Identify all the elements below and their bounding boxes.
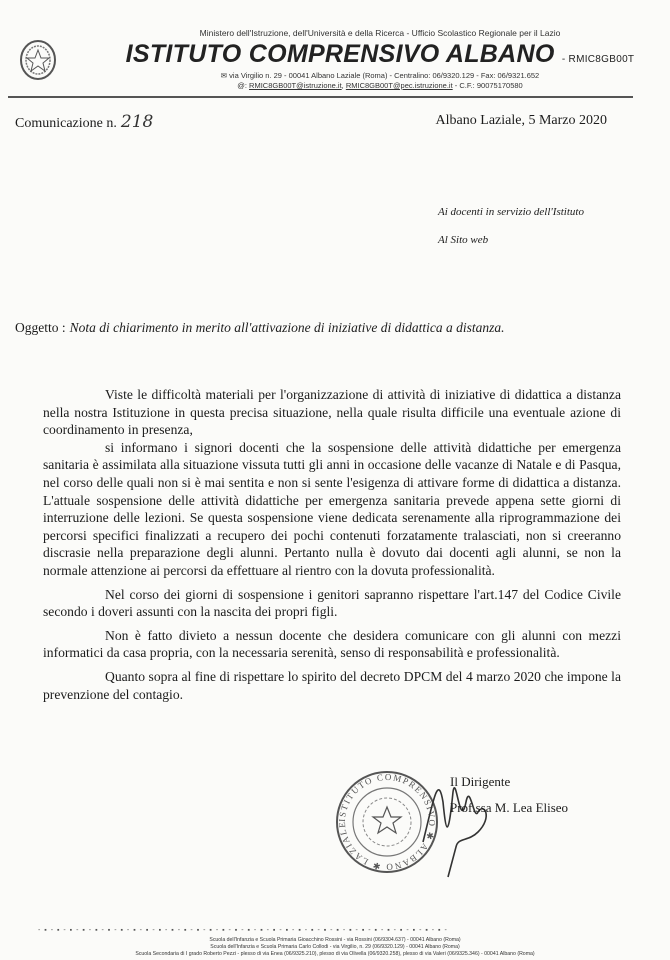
- footer-line: Scuola dell'Infanzia e Scuola Primaria Gioacchino Rossini - via Rossini (06/9304.637) - 00041 Albano (Roma): [209, 937, 461, 943]
- letter-body: [43, 386, 621, 709]
- address: via Virgilio n. 29 - 00041 Albano Laziale (Roma) - Centralino: 06/9320.129 - Fax: 06/9321.652: [229, 71, 540, 80]
- communication-label: Comunicazione n.: [15, 116, 117, 131]
- institute-title: [100, 41, 660, 68]
- contact-line: @: RMIC8GB00T@istruzione.it, RMIC8GB00T@pec.istruzione.it - C.F.: 90075170580: [237, 81, 523, 90]
- footer-line: Scuola dell'Infanzia e Scuola Primaria Carlo Collodi - via Virgilio, n. 29 (06/9320.129) - 00041 Albano (Roma): [210, 944, 460, 950]
- pec-email-link[interactable]: RMIC8GB00T@pec.istruzione.it: [345, 81, 453, 90]
- recipient: Al Sito web: [438, 234, 489, 246]
- address-line: ✉ via Virgilio n. 29 - 00041 Albano Laziale (Roma) - Centralino: 06/9320.129 - Fax: 06/9321.652: [220, 71, 540, 80]
- email-link[interactable]: RMIC8GB00T@istruzione.it: [249, 81, 342, 90]
- paragraph: Viste le difficoltà materiali per l'organizzazione di attività di iniziative di didattica a distanza nella nostra Istituzione in questa precisa situazione, nella quale risulta difficile una eventuale azione di coordinamento in presenza,: [43, 387, 621, 438]
- signature-name: Prof.ssa M. Lea Eliseo: [450, 800, 569, 815]
- footer-divider: - ▪ - ▪ - ▪ - ▪ - ▪ - ▪ - ▪ - ▪ - ▪ - ▪ - ▪ - ▪ - ▪ - ▪ - ▪ - ▪ - ▪ - ▪ - ▪ - ▪ - ▪ - ▪ - ▪ - ▪ - ▪ - ▪ - ▪ - ▪ - ▪ - ▪ - ▪ - ▪ -: [38, 927, 448, 934]
- paragraph: Non è fatto divieto a nessun docente che desidera comunicare con gli alunni con mezzi informatici da casa propria, con la necessaria serenità, senso di responsabilità e professionalità.: [43, 627, 621, 661]
- ministry-line: Ministero dell'Istruzione, dell'Università e della Ricerca - Ufficio Scolastico Regionale per il Lazio: [199, 28, 561, 38]
- tax-code: - C.F.: 90075170580: [454, 81, 523, 90]
- subject-text: Nota di chiarimento in merito all'attivazione di iniziative di didattica a distanza.: [69, 320, 505, 335]
- subject-label: Oggetto :: [15, 320, 66, 335]
- republic-emblem-icon: [18, 38, 58, 82]
- institute-name: ISTITUTO COMPRENSIVO ALBANO: [125, 40, 555, 68]
- svg-text:ISTITUTO COMPRENSIVO ✱ ALBANO: ISTITUTO COMPRENSIVO ✱ ALBANO ✱ LAZIALE: [336, 771, 438, 873]
- communication-number: [15, 112, 153, 132]
- paragraph: Quanto sopra al fine di rispettare lo spirito del decreto DPCM del 4 marzo 2020 che impone la prevenzione del contagio.: [43, 668, 621, 702]
- place-date: Albano Laziale, 5 Marzo 2020: [435, 113, 607, 128]
- subject-line: [15, 320, 505, 336]
- header-divider: [8, 96, 633, 98]
- communication-number-value: 218: [120, 112, 154, 132]
- institute-code: - RMIC8GB00T: [561, 54, 635, 65]
- signature-title: Il Dirigente: [450, 774, 511, 789]
- paragraph: Nel corso dei giorni di sospensione i genitori sapranno rispettare l'art.147 del Codice Civile secondo i doveri assunti con la nascita dei propri figli.: [43, 586, 621, 620]
- paragraph: si informano i signori docenti che la sospensione delle attività didattiche per emergenza sanitaria è assimilata alla situazione vissuta tutti gli anni in occasione delle vacanze di Natale e di Pasqua, nel corso delle quali non si è mai sentita e non si sente l'esigenza di attivare forme di didattica a distanza. L'attuale sospensione delle attività didattiche per emergenza sanitaria prevede appena sette giorni di interruzione delle lezioni. Se questa sospensione viene dedicata serenamente alla riprogrammazione dei percorsi specifici finalizzati a recupero dei pochi contenuti forzatamente tralasciati, non si creeranno discrasie nella preparazione degli alunni. Pertanto nulla è dovuto dai docenti agli alunni, se non la normale attenzione ai percorsi da effettuare al rientro con la dovuta professionalità.: [43, 439, 621, 578]
- footer-line: Scuola Secondaria di I grado Roberto Pezzi - plesso di via Enea (06/9325.210), plesso di via Olivella (06/9320.258), plesso di via Valeri (06/9325.346) - 00041 Albano (Roma): [135, 951, 535, 957]
- recipient: Ai docenti in servizio dell'Istituto: [438, 206, 584, 218]
